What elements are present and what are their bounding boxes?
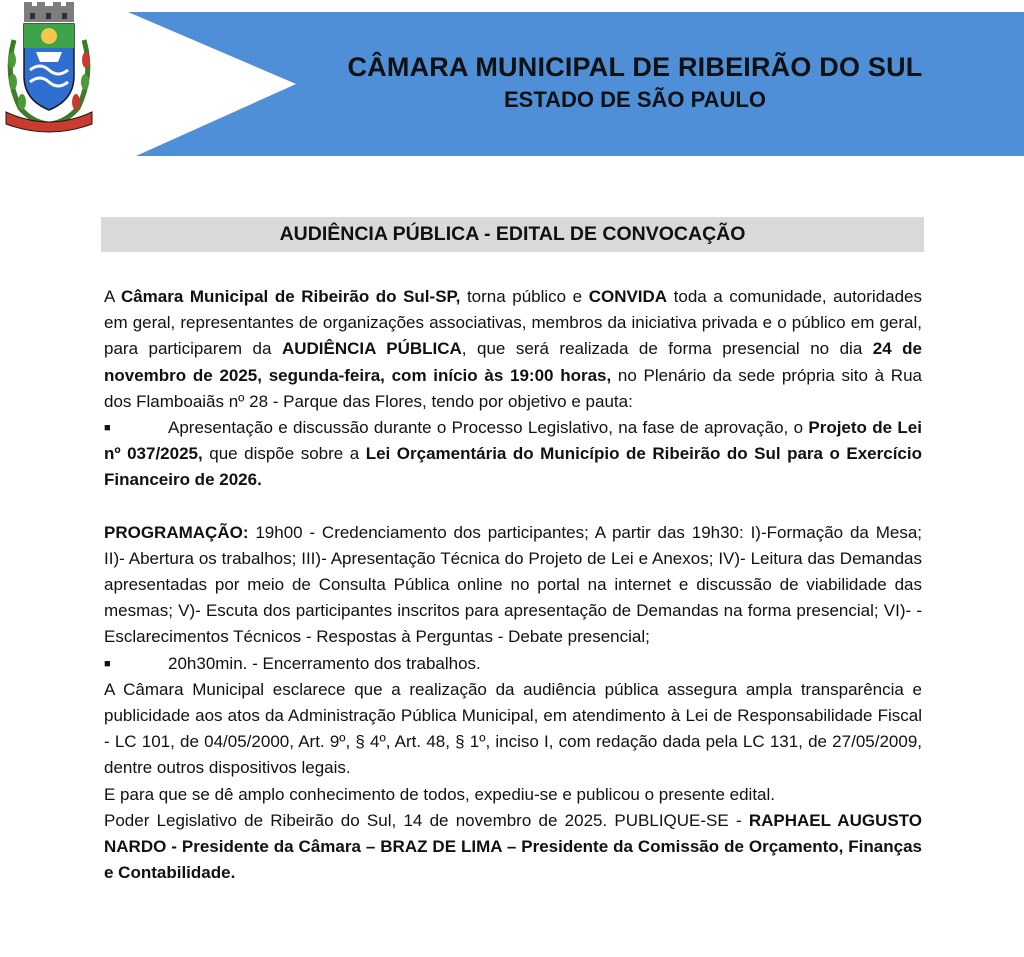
text-run: toda a comunidade, autoridades em geral, representantes de organizações associativas, membros da iniciativa privada e o público em geral, para participarem da bbox=[104, 287, 923, 359]
bold-run: Lei Orçamentária do Município de Ribeirão do Sul para o Exercício Financeiro de 2026. bbox=[104, 444, 922, 490]
programacao-paragraph bbox=[104, 520, 922, 651]
transparency-paragraph: A Câmara Municipal esclarece que a realização da audiência pública assegura ampla transparência e publicidade aos atos da Administração Pública Municipal, em atendimento à Lei de Responsabilidade Fiscal - LC 101, de 04/05/2000, Art. 9º, § 4º, Art. 48, § 1º, inciso I, com redação dada pela LC 131, de 27/05/2009, dentre outros dispositivos legais. bbox=[104, 679, 922, 778]
bold-run: 24 de novembro de 2025, segunda-feira, com início às 19:00 horas, bbox=[104, 339, 922, 385]
text-run: 19h00 - Credenciamento dos participantes; A partir das 19h30: I)-Formação da Mesa; II)- Abertura os trabalhos; III)- Apresentação Técnica do Projeto de Lei e Anexos; IV)- Leitura das Demandas apresentadas por meio de Consulta Pública online no portal na internet e discussão de viabilidade das mesmas; V)- Escuta dos participantes inscritos para apresentação de Demandas na forma presencial; VI)- - Esclarecimentos Técnicos - Respostas à Perguntas - Debate presencial; bbox=[104, 522, 922, 647]
bold-run: Câmara Municipal de Ribeirão do Sul-SP, bbox=[120, 287, 461, 306]
text-run: torna público e bbox=[460, 287, 589, 306]
intro-paragraph bbox=[104, 284, 922, 415]
agenda-bullet-item bbox=[104, 415, 922, 494]
bold-run: AUDIÊNCIA PÚBLICA bbox=[281, 339, 462, 359]
header-band bbox=[0, 0, 1024, 160]
text-run: 20h30min. - Encerramento dos trabalhos. bbox=[168, 653, 481, 673]
text-run: Apresentação e discussão durante o Processo Legislativo, na fase de aprovação, o bbox=[168, 418, 809, 438]
bold-run: CONVIDA bbox=[588, 287, 668, 306]
bold-run: RAPHAEL AUGUSTO NARDO - Presidente da Câmara – BRAZ DE LIMA – Presidente da Comissão de Orçamento, Finanças e Contabilidade. bbox=[104, 810, 922, 883]
text-run: no Plenário da sede própria sito à Rua dos Flamboaiãs nº 28 - Parque das Flores, tendo por objetivo e pauta: bbox=[104, 365, 922, 411]
closing-bullet-item bbox=[104, 651, 922, 677]
paragraph-spacer bbox=[104, 494, 922, 520]
text-run: A bbox=[104, 287, 121, 306]
document-heading: AUDIÊNCIA PÚBLICA - EDITAL DE CONVOCAÇÃO bbox=[101, 217, 924, 252]
municipal-crest-logo bbox=[0, 0, 98, 135]
bullet-square-icon: ■ bbox=[104, 657, 111, 670]
publication-paragraph: E para que se dê amplo conhecimento de todos, expediu-se e publicou o presente edital. bbox=[104, 784, 776, 804]
document-body bbox=[104, 284, 922, 886]
text-run: , que será realizada de forma presencial no dia bbox=[461, 339, 873, 359]
bold-run: Projeto de Lei nº 037/2025, bbox=[104, 418, 922, 464]
header-title-block bbox=[330, 50, 940, 116]
programacao-label: PROGRAMAÇÃO: bbox=[104, 522, 249, 542]
text-run: que dispõe sobre a bbox=[202, 444, 366, 464]
text-run: Poder Legislativo de Ribeirão do Sul, 14 de novembro de 2025. PUBLIQUE-SE - bbox=[104, 810, 749, 830]
bullet-square-icon: ■ bbox=[104, 422, 111, 435]
closing-paragraph bbox=[104, 808, 922, 887]
header-title: CÂMARA MUNICIPAL DE RIBEIRÃO DO SUL bbox=[347, 52, 923, 82]
header-subtitle: ESTADO DE SÃO PAULO bbox=[504, 87, 766, 112]
